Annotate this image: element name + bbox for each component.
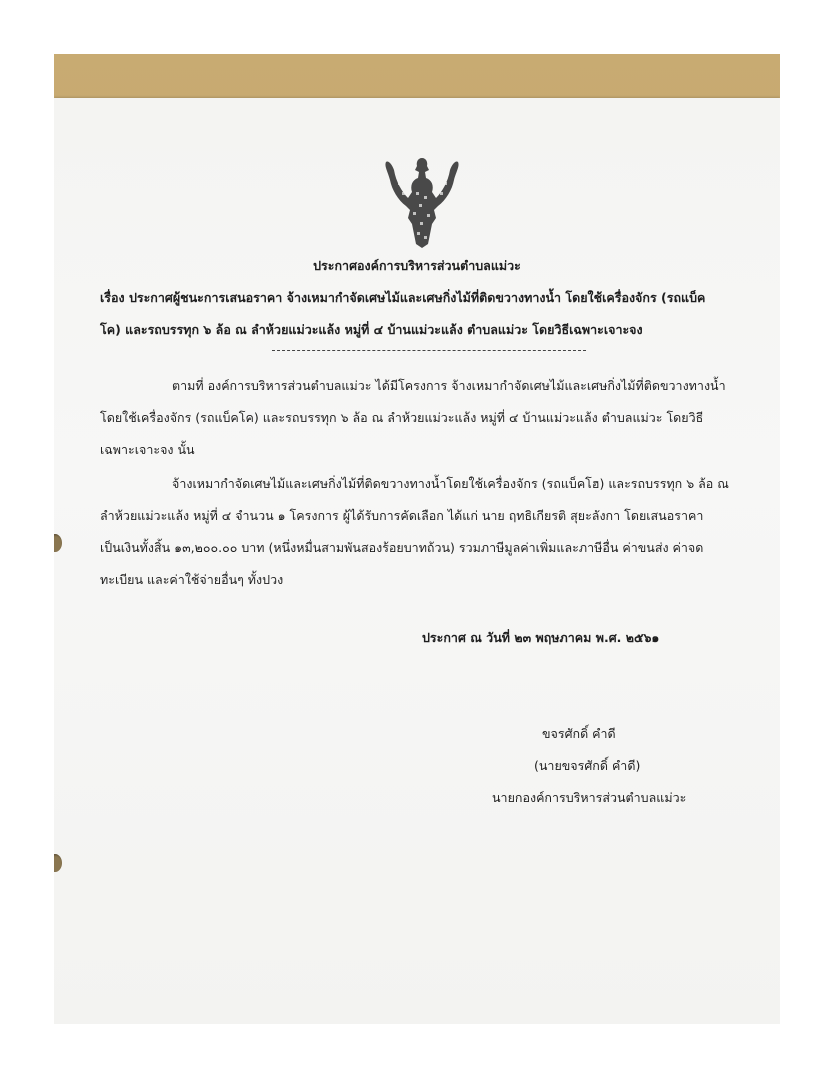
punch-hole-top [54, 534, 62, 552]
paragraph-2-line-1: จ้างเหมากำจัดเศษไม้และเศษกิ่งไม้ที่ติดขวางทางน้ำโดยใช้เครื่องจักร (รถแบ็คโฮ) และรถบรรทุก ๖ ล้อ ณ [172, 476, 729, 491]
document-photo [54, 54, 780, 1024]
punch-hole-bottom [54, 854, 62, 872]
announcement-date: ประกาศ ณ วันที่ ๒๓ พฤษภาคม พ.ศ. ๒๕๖๑ [422, 630, 660, 645]
paragraph-1-line-1: ตามที่ องค์การบริหารส่วนตำบลแม่วะ ได้มีโครงการ จ้างเหมากำจัดเศษไม้และเศษกิ่งไม้ที่ติดขวางทางน้ำ [172, 378, 726, 393]
subject-line-1: เรื่อง ประกาศผู้ชนะการเสนอราคา จ้างเหมากำจัดเศษไม้และเศษกิ่งไม้ที่ติดขวางทางน้ำ โดยใช้เครื่องจักร (รถแบ็ค [100, 290, 706, 305]
signer-printed-name: (นายขจรศักดิ์ คำดี) [534, 758, 641, 773]
subject-line-2: โค) และรถบรรทุก ๖ ล้อ ณ ลำห้วยแม่วะแล้ง หมู่ที่ ๔ บ้านแม่วะแล้ง ตำบลแม่วะ โดยวิธีเฉพาะเจาะจง [100, 322, 643, 337]
paper-sheet [54, 98, 780, 1024]
paragraph-2-line-3: เป็นเงินทั้งสิ้น ๑๓,๒๐๐.๐๐ บาท (หนึ่งหมื่นสามพันสองร้อยบาทถ้วน) รวมภาษีมูลค่าเพิ่มและภาษีอื่น ค่าขนส่ง ค่าจด [100, 540, 704, 555]
signer-position: นายกองค์การบริหารส่วนตำบลแม่วะ [492, 790, 687, 805]
garuda-emblem-icon [372, 152, 472, 248]
paragraph-1-line-3: เฉพาะเจาะจง นั้น [100, 442, 195, 457]
paragraph-1-line-2: โดยใช้เครื่องจักร (รถแบ็คโค) และรถบรรทุก ๖ ล้อ ณ ลำห้วยแม่วะแล้ง หมู่ที่ ๔ บ้านแม่วะแล้ง ตำบลแม่วะ โดยวิธี [100, 410, 704, 425]
heading-divider [272, 350, 586, 351]
signature: ขจรศักดิ์ คำดี [542, 726, 616, 741]
paragraph-2-line-4: ทะเบียน และค่าใช้จ่ายอื่นๆ ทั้งปวง [100, 572, 284, 587]
organization-heading: ประกาศองค์การบริหารส่วนตำบลแม่วะ [313, 258, 521, 273]
paragraph-2-line-2: ลำห้วยแม่วะแล้ง หมู่ที่ ๔ จำนวน ๑ โครงการ ผู้ได้รับการคัดเลือก ได้แก่ นาย ฤทธิเกียรติ สุยะลังกา โดยเสนอราคา [100, 508, 704, 523]
